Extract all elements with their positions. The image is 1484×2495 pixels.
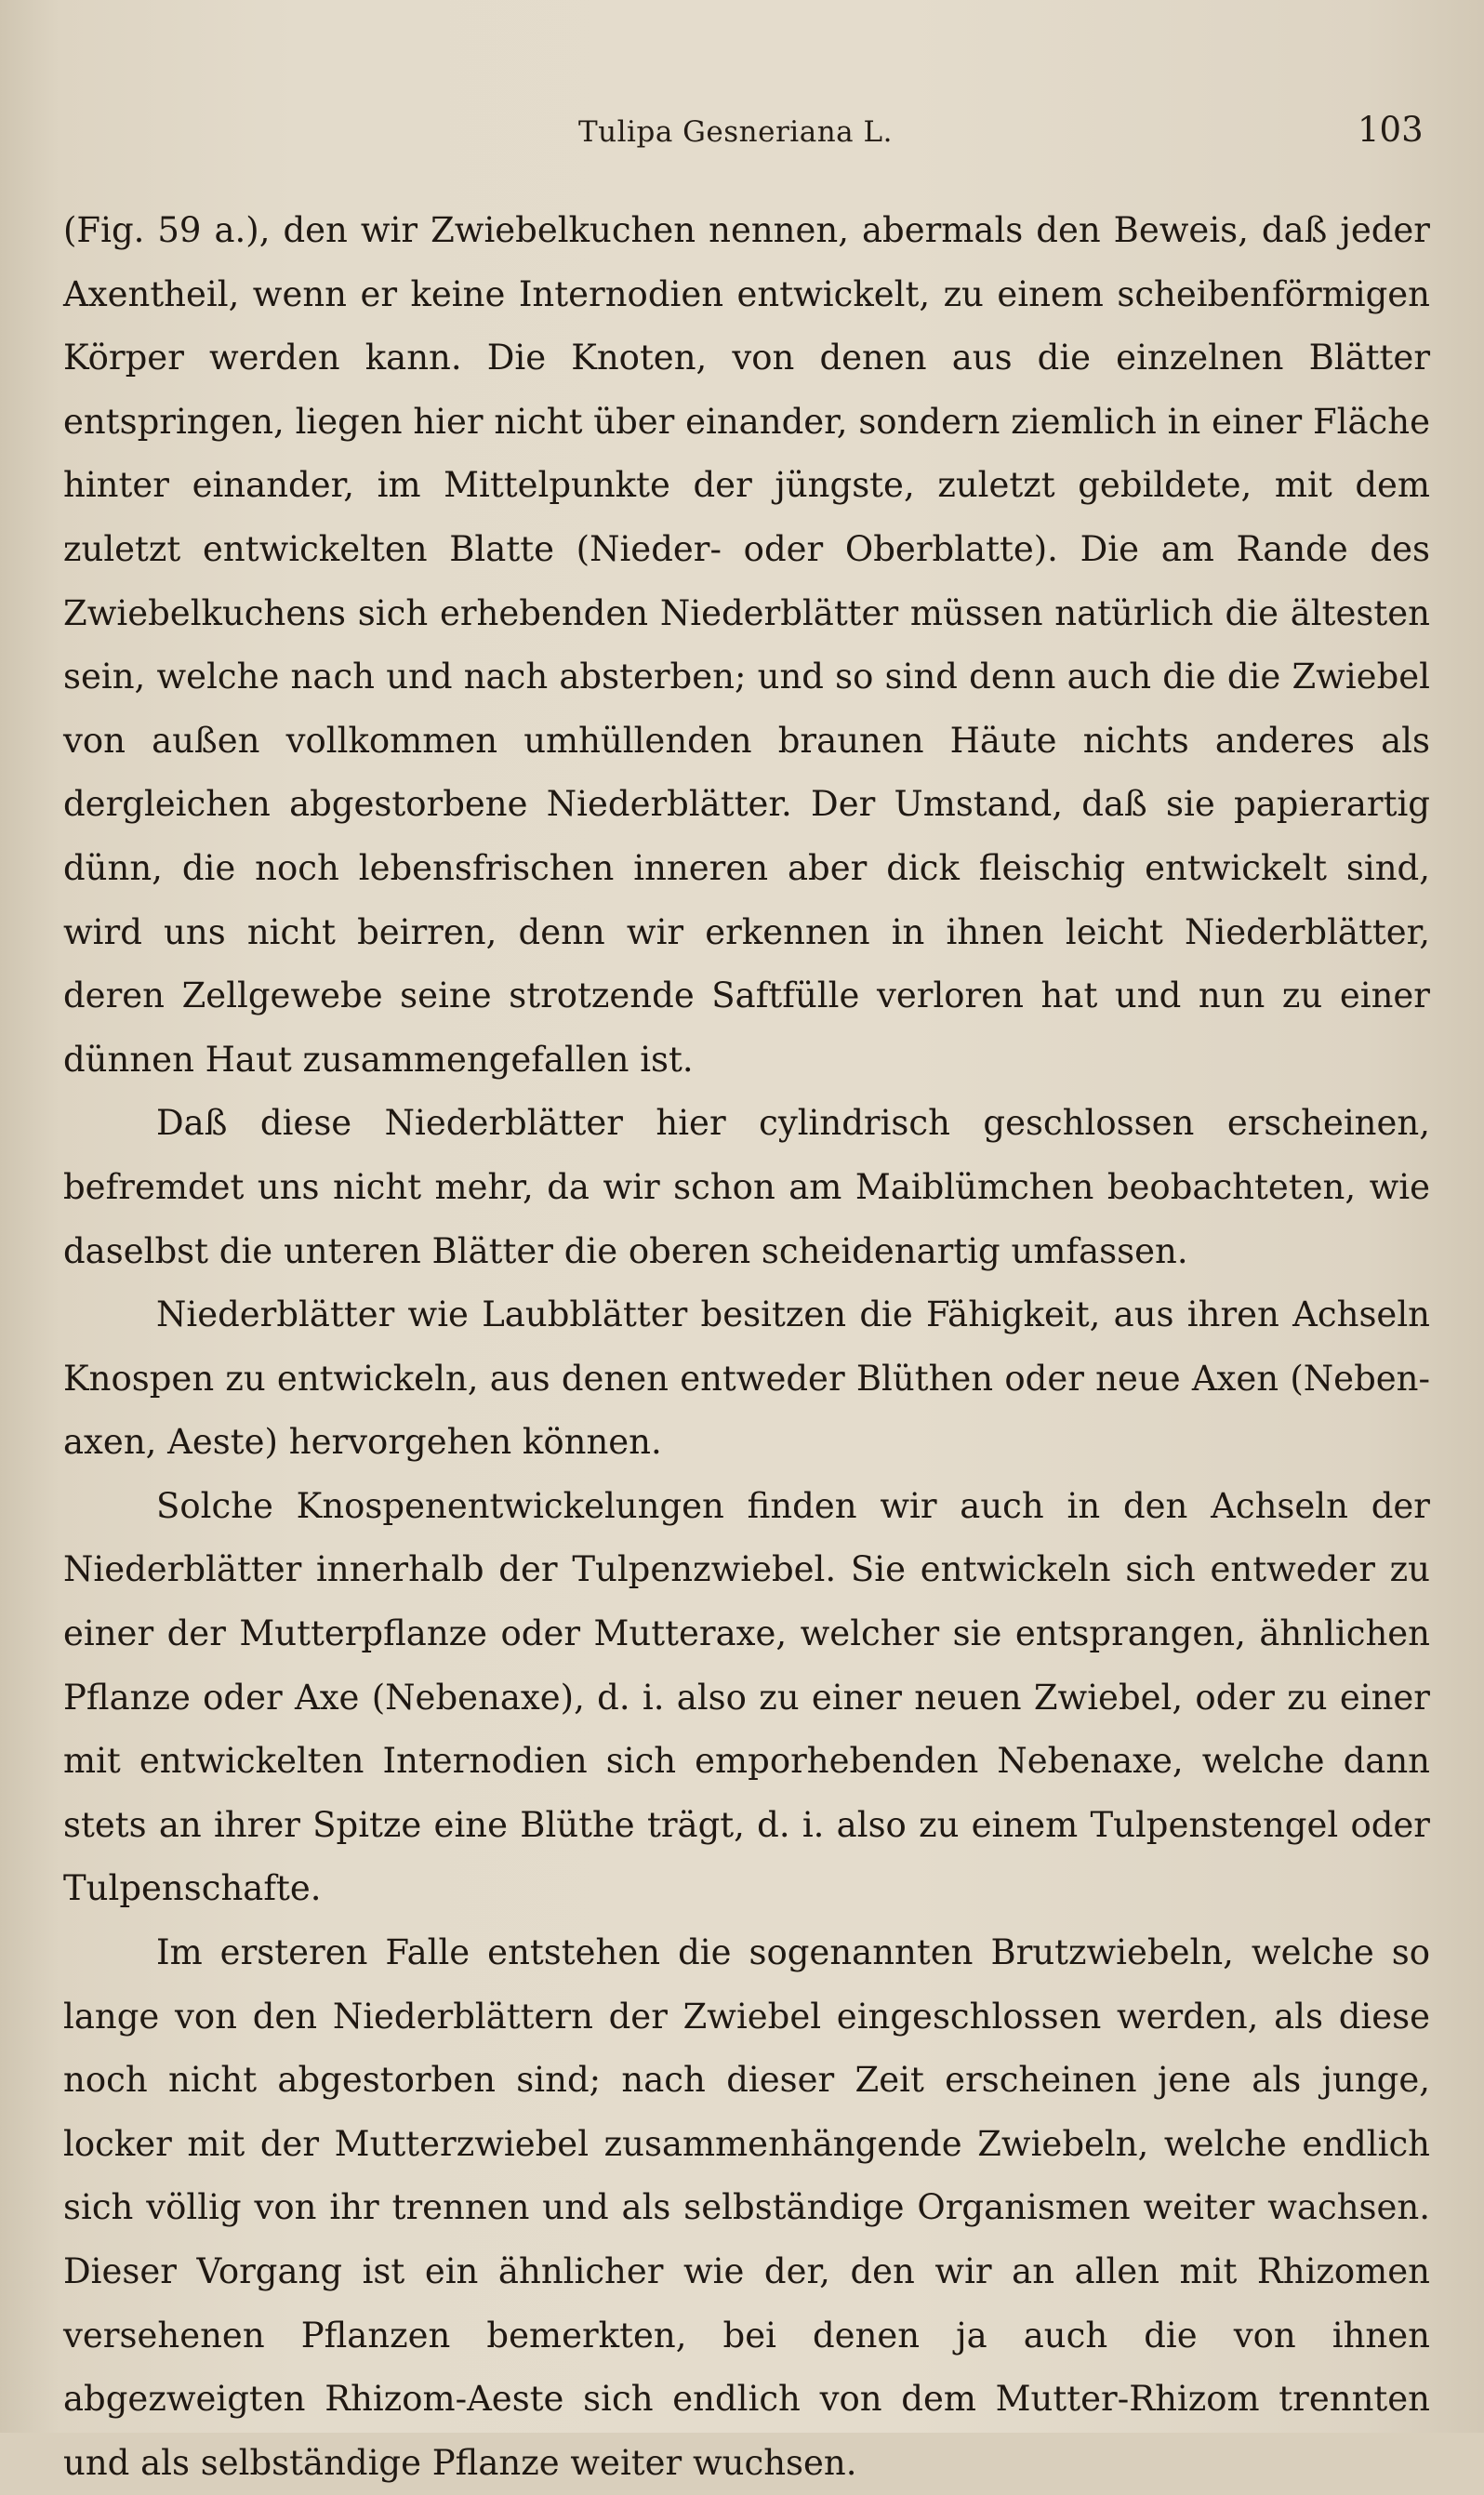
page-header	[0, 110, 1484, 166]
paragraph-5: Im ersteren Falle entstehen die sogenannten Brutzwiebeln, welche so lange von den Niederblättern der Zwiebel eingeschlossen werden, als diese noch nicht abgestorben sind; nach dieser Zeit erscheinen jene als junge, locker mit der Mutterzwiebel zusammenhängende Zwiebeln, welche endlich sich völlig von ihr trennen und als selbständige Organismen weiter wachsen. Dieser Vorgang ist ein ähnlicher wie der, den wir an allen mit Rhizomen versehenen Pflanzen bemerkten, bei denen ja auch die von ihnen abgezweigten Rhizom-Aeste sich endlich von dem Mutter-Rhizom trennten und als selbständige Pflanze weiter wuchsen.	[63, 1932, 1430, 2483]
paragraph-4: Solche Knospenentwickelungen finden wir auch in den Achseln der Niederblätter innerhalb der Tulpenzwiebel. Sie entwickeln sich entweder zu einer der Mutterpflanze oder Mutteraxe, welcher sie entsprangen, ähnlichen Pflanze oder Axe (Nebenaxe), d. i. also zu einer neuen Zwiebel, oder zu einer mit entwickelten Internodien sich emporhebenden Nebenaxe, welche dann stets an ihrer Spitze eine Blüthe trägt, d. i. also zu einem Tulpenstengel oder Tulpenschafte.	[63, 1485, 1430, 1909]
paragraph-3: Niederblätter wie Laubblätter besitzen die Fähigkeit, aus ihren Achseln Knospen zu entwickeln, aus denen entweder Blüthen oder neue Axen (Nebenaxen, Aeste) hervorgehen können.	[63, 1294, 1430, 1463]
paragraph-1: (Fig. 59 a.), den wir Zwiebelkuchen nennen, abermals den Beweis, daß jeder Axentheil, wenn er keine Internodien entwickelt, zu einem scheibenförmigen Körper werden kann. Die Knoten, von denen aus die einzelnen Blätter entspringen, liegen hier nicht über einander, sondern ziemlich in einer Fläche hinter einander, im Mittelpunkte der jüngste, zuletzt gebildete, mit dem zuletzt entwickelten Blatte (Nieder- oder Oberblatte). Die am Rande des Zwiebelkuchens sich erhebenden Niederblätter müssen natürlich die ältesten sein, welche nach und nach absterben; und so sind denn auch die die Zwiebel von außen vollkommen umhüllenden braunen Häute nichts anderes als dergleichen abgestorbene Niederblätter. Der Umstand, daß sie papierartig dünn, die noch lebensfrischen inneren aber dick fleischig entwickelt sind, wird uns nicht beirren, denn wir erkennen in ihnen leicht Niederblätter, deren Zellgewebe seine strotzende Saftfülle verloren hat und nun zu einer dünnen Haut zusammengefallen ist.	[63, 210, 1430, 1080]
page-number: 103	[1358, 110, 1424, 150]
paragraph-2: Daß diese Niederblätter hier cylindrisch geschlossen erscheinen, befremdet uns nicht mehr, da wir schon am Maiblümchen beobachteten, wie daselbst die unteren Blätter die oberen scheidenartig umfassen.	[63, 1103, 1430, 1271]
running-title: Tulipa Gesneriana L.	[578, 115, 893, 149]
body-text	[63, 199, 1430, 2495]
